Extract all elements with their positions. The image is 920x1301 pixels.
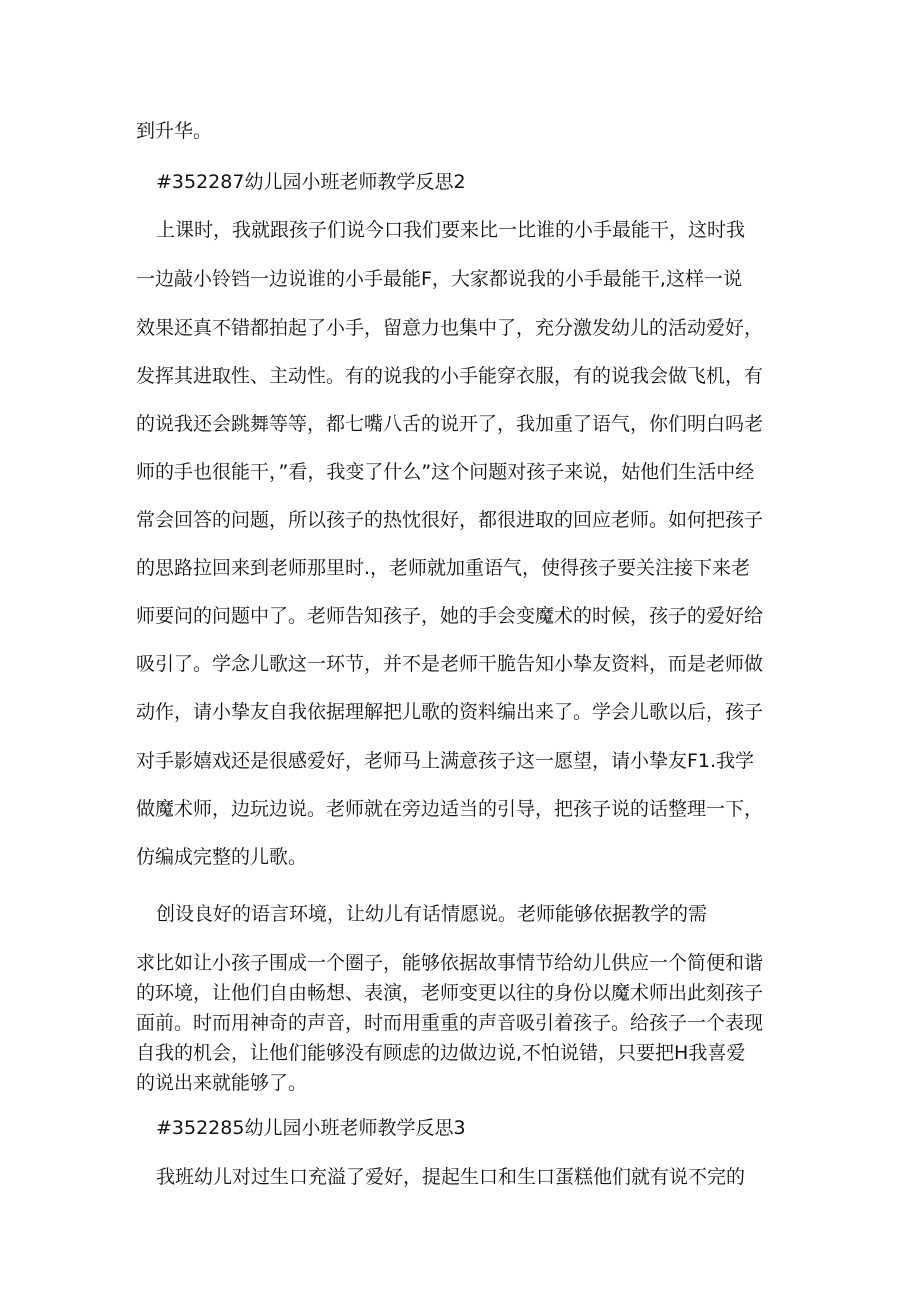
- text-line: 自我的机会，让他们能够没有顾虑的边做边说,不怕说错，只要把H我喜爱: [136, 1042, 746, 1064]
- text-line: 的思路拉回来到老师那里时.，老师就加重语气，使得孩子要关注接下来老: [136, 557, 751, 579]
- text-line: 做魔术师，边玩边说。老师就在旁边适当的引导，把孩子说的话整理一下，: [136, 798, 764, 820]
- text-line: 的说我还会跳舞等等，都七嘴八舌的说开了，我加重了语气，你们明白吗老: [136, 413, 764, 435]
- text-line: 吸引了。学念儿歌这一环节，并不是老师干脆告知小挚友资料，而是老师做: [136, 653, 764, 675]
- text-line: 对手影嬉戏还是很感爱好，老师马上满意孩子这一愿望，请小挚友F1.我学: [136, 750, 755, 772]
- text-line: 师的手也很能干，”看，我变了什么”这个问题对孩子来说，姑他们生活中经: [136, 461, 755, 483]
- text-line: 动作，请小挚友自我依据理解把儿歌的资料编出来了。学会儿歌以后，孩子: [136, 701, 764, 723]
- text-line: 师要问的问题中了。老师告知孩子，她的手会变魔术的时候，孩子的爱好给: [136, 605, 764, 627]
- text-line: 的说出来就能够了。: [136, 1072, 308, 1094]
- text-line: 常会回答的问题，所以孩子的热忱很好，都很进取的回应老师。如何把孩子: [136, 509, 764, 531]
- text-line: 面前。时而用神奇的声音，时而用重重的声音吸引着孩子。给孩子一个表现: [136, 1012, 764, 1034]
- text-line: 我班幼儿对过生口充溢了爱好，提起生口和生口蛋糕他们就有说不完的: [156, 1166, 746, 1188]
- text-line: 一边敲小铃铛一边说谁的小手最能F，大家都说我的小手最能干,这样一说: [136, 268, 742, 290]
- text-line: 仿编成完整的儿歌。: [136, 846, 308, 868]
- text-line: 求比如让小孩子围成一个圈子，能够依据故事情节给幼儿供应一个简便和谐: [136, 952, 764, 974]
- text-line: 到升华。: [136, 120, 213, 142]
- text-line: 效果还真不错都拍起了小手，留意力也集中了，充分激发幼儿的活动爱好，: [136, 317, 764, 339]
- text-line: 上课时，我就跟孩子们说今口我们要来比一比谁的小手最能干，这时我: [156, 219, 746, 241]
- section-heading: #352285幼儿园小班老师教学反思3: [156, 1117, 466, 1139]
- section-heading: #352287幼儿园小班老师教学反思2: [156, 171, 466, 193]
- text-line: 发挥其进取性、主动性。有的说我的小手能穿衣服，有的说我会做飞机，有: [136, 365, 764, 387]
- text-line: 创设良好的语言环境，让幼儿有话情愿说。老师能够依据教学的需: [156, 903, 708, 925]
- text-line: 的环境，让他们自由畅想、表演，老师变更以往的身份以魔术师出此刻孩子: [136, 982, 764, 1004]
